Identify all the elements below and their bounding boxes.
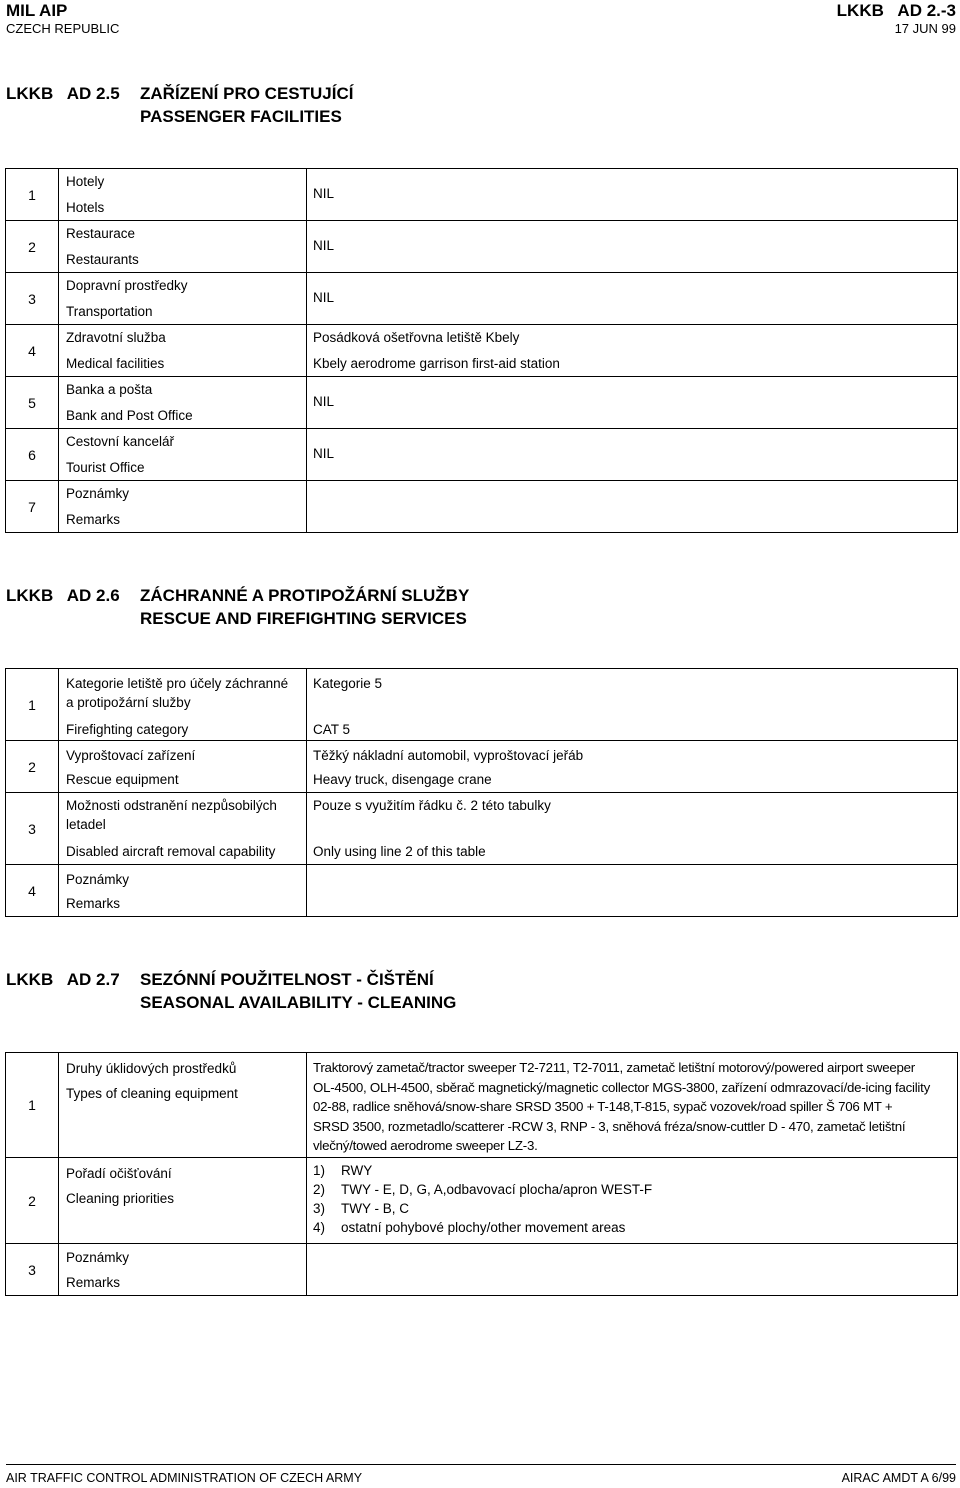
row-label bbox=[59, 273, 307, 325]
rescue-firefighting-table bbox=[5, 668, 958, 917]
label-en: Firefighting category bbox=[66, 722, 189, 737]
table-row bbox=[6, 1158, 958, 1244]
row-number: 7 bbox=[6, 481, 59, 533]
row-value bbox=[307, 377, 958, 429]
value-line-en: Kbely aerodrome garrison first-aid station bbox=[313, 355, 560, 371]
list-item bbox=[313, 1218, 957, 1237]
section-title-en: SEASONAL AVAILABILITY - CLEANING bbox=[140, 993, 457, 1012]
label-en: Hotels bbox=[66, 199, 105, 215]
priority-text: ostatní pohybové plochy/other movement areas bbox=[341, 1220, 626, 1235]
section-title-en: PASSENGER FACILITIES bbox=[140, 107, 342, 126]
row-label bbox=[59, 1158, 307, 1244]
row-value bbox=[307, 481, 958, 533]
label-cz: Cestovní kancelář bbox=[66, 434, 175, 449]
value-en: CAT 5 bbox=[313, 721, 351, 737]
priority-number: 3) bbox=[313, 1201, 326, 1216]
label-cz: Hotely bbox=[66, 174, 105, 189]
page-header-left bbox=[6, 2, 119, 38]
row-label bbox=[59, 1053, 307, 1158]
section-code: LKKB AD 2.5 bbox=[6, 84, 120, 103]
page-number: LKKB AD 2.-3 bbox=[836, 1, 956, 20]
label-en: Remarks bbox=[66, 511, 121, 527]
row-value bbox=[307, 793, 958, 865]
table-row bbox=[6, 429, 958, 481]
footer-amendment: AIRAC AMDT A 6/99 bbox=[841, 1471, 956, 1485]
row-label bbox=[59, 377, 307, 429]
label-en: Rescue equipment bbox=[66, 772, 179, 787]
row-value bbox=[307, 273, 958, 325]
row-number: 3 bbox=[6, 793, 59, 865]
label-en: Tourist Office bbox=[66, 459, 145, 475]
priority-text: RWY bbox=[341, 1163, 373, 1178]
value-line: NIL bbox=[313, 394, 335, 409]
label-en: Remarks bbox=[66, 1275, 121, 1290]
row-value bbox=[307, 741, 958, 793]
section-code: LKKB AD 2.6 bbox=[6, 586, 120, 605]
table-row bbox=[6, 325, 958, 377]
country-name: CZECH REPUBLIC bbox=[6, 21, 120, 36]
row-number: 4 bbox=[6, 325, 59, 377]
table-row bbox=[6, 793, 958, 865]
section-title-2-5 bbox=[6, 82, 353, 128]
row-value bbox=[307, 1053, 958, 1158]
label-cz: Zdravotní služba bbox=[66, 330, 166, 345]
row-number: 1 bbox=[6, 669, 59, 741]
label-en: Disabled aircraft removal capability bbox=[66, 844, 276, 859]
value-line: NIL bbox=[313, 290, 335, 305]
label-cz: Banka a pošta bbox=[66, 382, 153, 397]
table-row bbox=[6, 221, 958, 273]
page-header-right bbox=[837, 2, 956, 38]
row-number: 1 bbox=[6, 169, 59, 221]
passenger-facilities-table bbox=[5, 168, 958, 533]
effective-date: 17 JUN 99 bbox=[894, 21, 956, 36]
label-en: Restaurants bbox=[66, 251, 139, 267]
priority-number: 2) bbox=[313, 1182, 326, 1197]
row-label bbox=[59, 741, 307, 793]
table-row bbox=[6, 273, 958, 325]
row-value bbox=[307, 221, 958, 273]
label-en: Cleaning priorities bbox=[66, 1191, 175, 1206]
equipment-line: OL-4500, OLH-4500, sběrač magnetický/magnetic collector MGS-3800, zařízení odmrazovací/de-icing facility bbox=[313, 1079, 930, 1095]
value-cz: Kategorie 5 bbox=[313, 676, 383, 691]
value-line: NIL bbox=[313, 238, 335, 253]
section-code: LKKB AD 2.7 bbox=[6, 970, 120, 989]
table-row bbox=[6, 377, 958, 429]
value-line-cz: Posádková ošetřovna letiště Kbely bbox=[313, 330, 520, 345]
value-line: NIL bbox=[313, 186, 335, 201]
document-title: MIL AIP bbox=[6, 1, 68, 20]
equipment-line: SRSD 3500, rozmetadlo/scatterer -RCW 3, RNP - 3, sněhová fréza/snow-cuttler D - 470, zametač letištní bbox=[313, 1118, 906, 1134]
section-title-2-6 bbox=[6, 584, 469, 630]
label-en: Bank and Post Office bbox=[66, 407, 193, 423]
label-cz: Poznámky bbox=[66, 872, 130, 887]
row-number: 2 bbox=[6, 221, 59, 273]
section-title-en: RESCUE AND FIREFIGHTING SERVICES bbox=[140, 609, 467, 628]
row-label bbox=[59, 481, 307, 533]
row-value bbox=[307, 865, 958, 917]
label-cz: Dopravní prostředky bbox=[66, 278, 188, 293]
section-title-cz: ZÁCHRANNÉ A PROTIPOŽÁRNÍ SLUŽBY bbox=[140, 586, 470, 605]
row-label bbox=[59, 865, 307, 917]
table-row bbox=[6, 1244, 958, 1296]
label-en: Medical facilities bbox=[66, 355, 165, 371]
label-cz: Kategorie letiště pro účely záchranné a protipožární služby bbox=[66, 676, 289, 710]
footer-publisher: AIR TRAFFIC CONTROL ADMINISTRATION OF CZECH ARMY bbox=[6, 1471, 363, 1485]
row-number: 3 bbox=[6, 1244, 59, 1296]
label-cz: Restaurace bbox=[66, 226, 136, 241]
row-label bbox=[59, 221, 307, 273]
list-item bbox=[313, 1180, 957, 1199]
label-cz: Možnosti odstranění nezpůsobilých letadel bbox=[66, 798, 277, 832]
row-label bbox=[59, 325, 307, 377]
row-number: 4 bbox=[6, 865, 59, 917]
equipment-line: 02-88, radlice sněhová/snow-share SRSD 3500 + T-148,T-815, sypač vozovek/road spiller Š 706 MT + bbox=[313, 1099, 893, 1114]
section-title-cz: SEZÓNNÍ POUŽITELNOST - ČIŠTĚNÍ bbox=[140, 970, 434, 989]
row-value bbox=[307, 169, 958, 221]
label-cz: Pořadí očišťování bbox=[66, 1166, 172, 1181]
value-cz: Těžký nákladní automobil, vyproštovací jeřáb bbox=[313, 748, 584, 763]
priority-text: TWY - E, D, G, A,odbavovací plocha/apron WEST-F bbox=[341, 1182, 653, 1197]
footer-rule bbox=[6, 1464, 956, 1465]
value-line: NIL bbox=[313, 446, 335, 461]
label-cz: Vyproštovací zařízení bbox=[66, 748, 196, 763]
table-row bbox=[6, 169, 958, 221]
table-row bbox=[6, 865, 958, 917]
value-en: Only using line 2 of this table bbox=[313, 843, 486, 859]
priority-list bbox=[307, 1158, 958, 1244]
row-label bbox=[59, 1244, 307, 1296]
table-row bbox=[6, 669, 958, 741]
table-row bbox=[6, 481, 958, 533]
value-cz: Pouze s využitím řádku č. 2 této tabulky bbox=[313, 798, 551, 813]
row-number: 2 bbox=[6, 741, 59, 793]
table-row bbox=[6, 1053, 958, 1158]
label-en: Remarks bbox=[66, 896, 121, 911]
row-number: 2 bbox=[6, 1158, 59, 1244]
priority-number: 4) bbox=[313, 1220, 326, 1235]
row-number: 6 bbox=[6, 429, 59, 481]
row-label bbox=[59, 429, 307, 481]
table-row bbox=[6, 741, 958, 793]
cleaning-table bbox=[5, 1052, 958, 1296]
label-cz: Poznámky bbox=[66, 486, 130, 501]
row-value bbox=[307, 325, 958, 377]
label-cz: Poznámky bbox=[66, 1250, 130, 1265]
priority-number: 1) bbox=[313, 1163, 326, 1178]
row-value bbox=[307, 669, 958, 741]
row-number: 5 bbox=[6, 377, 59, 429]
section-title-cz: ZAŘÍZENÍ PRO CESTUJÍCÍ bbox=[140, 84, 354, 103]
row-number: 1 bbox=[6, 1053, 59, 1158]
equipment-line: Traktorový zametač/tractor sweeper T2-7211, T2-7011, zametač letištní motorový/powered airport sweeper bbox=[313, 1060, 915, 1075]
row-label bbox=[59, 169, 307, 221]
label-en: Transportation bbox=[66, 303, 153, 319]
equipment-line: vlečný/towed aerodrome sweeper LZ-3. bbox=[313, 1138, 538, 1153]
list-item bbox=[313, 1161, 957, 1180]
row-number: 3 bbox=[6, 273, 59, 325]
row-label bbox=[59, 793, 307, 865]
list-item bbox=[313, 1199, 957, 1218]
label-en: Types of cleaning equipment bbox=[66, 1086, 238, 1101]
row-value bbox=[307, 429, 958, 481]
label-cz: Druhy úklidových prostředků bbox=[66, 1061, 237, 1076]
row-value bbox=[307, 1244, 958, 1296]
section-title-2-7 bbox=[6, 968, 456, 1014]
value-en: Heavy truck, disengage crane bbox=[313, 772, 492, 787]
priority-text: TWY - B, C bbox=[341, 1201, 410, 1216]
row-label bbox=[59, 669, 307, 741]
